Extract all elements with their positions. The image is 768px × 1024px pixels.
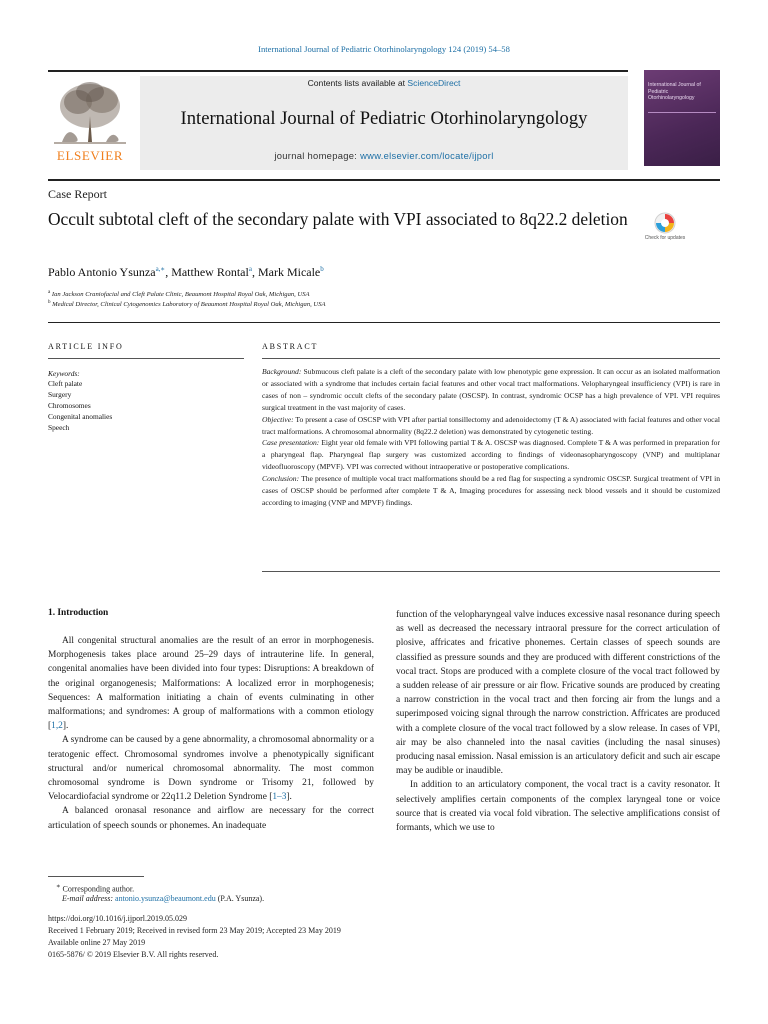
journal-title: International Journal of Pediatric Otorhinolaryngology (180, 108, 588, 129)
citation-ref-link[interactable]: 1,2 (51, 721, 63, 732)
keywords-label: Keywords: (48, 369, 80, 378)
abstract-paragraph (262, 473, 720, 509)
homepage-link[interactable]: www.elsevier.com/locate/ijporl (360, 150, 494, 161)
author-separator: , (165, 265, 172, 279)
citation-ref-link[interactable]: 1–3 (272, 792, 287, 803)
body-text: ]. (286, 792, 292, 803)
article-type: Case Report (48, 187, 107, 201)
corresponding-text: Corresponding author. (60, 884, 135, 894)
corresponding-mark: ∗ (56, 883, 61, 890)
keyword: Chromosomes (48, 401, 91, 410)
email-label: E-mail address: (62, 894, 114, 903)
check-for-updates-icon[interactable] (646, 210, 684, 248)
author-name[interactable]: Mark Micale (257, 265, 321, 279)
author-separator: , (251, 265, 258, 279)
author-name[interactable]: Pablo Antonio Ysunza (48, 265, 156, 279)
email-suffix: (P.A. Ysunza). (215, 894, 265, 903)
body-paragraph: function of the velopharyngeal valve induces excessive nasal resonance during speech as well as decreased the necessary intraoral pressure for the correct articulation of plosive, affricates and fricative phonemes. Certain classes of speech sounds are classified as pressure sounds and they are produced with different constrictions of the vocal tract. Stops are produced with a complete closure of the vocal tract followed by a sudden release of air pressure or air flow. Fricative sounds are produced by creating a narrow constriction in the vocal tract and then forcing air from the lungs and a superimposed voicing signal through the narrow constriction. Affricates are produced with a complete closure of the vocal tract followed by a slow release. In cases of VPI, air may be also channeled into the nasal cavities (including the nasal sinuses) producing nasal emission. Nasal emission is an articulatory deficit and such air escape may be audible or inaudible. (396, 610, 720, 777)
affiliation-mark: a (48, 290, 51, 295)
homepage-prefix: journal homepage: (274, 150, 361, 161)
available-online: Available online 27 May 2019 (48, 938, 146, 947)
affiliation (48, 290, 310, 298)
keyword: Congenital anomalies (48, 412, 113, 421)
author-affil-mark[interactable]: a (248, 265, 252, 273)
journal-homepage-line (140, 150, 628, 161)
email-link[interactable]: antonio.ysunza@beaumont.edu (115, 894, 216, 903)
abstract-rule (262, 358, 720, 359)
abstract-heading: ABSTRACT (262, 342, 319, 351)
abstract-paragraph (262, 366, 720, 414)
keyword: Speech (48, 423, 70, 432)
article-info-rule (48, 358, 244, 359)
affiliation-mark: b (48, 300, 51, 305)
abstract-text: Submucous cleft palate is a cleft of the secondary palate with low phenotypic gene expression. It can occur as an isolated malformation or associated with a syndrome that includes certain facial features and other vocal tract malformations. Velopharyngeal insufficiency (VPI) is rare in cases of non – syndromic occult clefts of the secondary palate (OSCSP). In contrast, syndromic OCSP has a high prevalence of VPI. VPI requires surgical treatment in the vast majority of cases. (262, 367, 720, 412)
abstract-label: Case presentation: (262, 438, 320, 448)
header-bottom-rule (48, 179, 720, 181)
cover-divider (648, 112, 716, 113)
contents-available-line (140, 78, 628, 88)
abstract-bottom-rule (262, 571, 720, 572)
email-note (62, 893, 264, 905)
abstract-text: Eight year old female with VPI following partial T & A. OSCSP was diagnosed. Complete T & A was performed in preparation for a pharyngeal flap. Pharyngeal flap surgery was customized according to findings of videonasopharyngoscopy (VNP) and multiplanar videofluoroscopy (MPVF). VPI was corrected without intraoperative or postoperative complications. (262, 438, 720, 472)
body-paragraph: A balanced oronasal resonance and airflow are necessary for the correct articulation of speech sounds or phonemes. An inadequate (48, 806, 374, 831)
author-affil-mark[interactable]: b (320, 265, 324, 273)
body-column-right (396, 608, 720, 835)
body-column-left (48, 634, 374, 833)
body-paragraph (48, 733, 374, 804)
received-dates: Received 1 February 2019; Received in revised form 23 May 2019; Accepted 23 May 2019 (48, 926, 341, 935)
affiliation-text: Medical Director, Clinical Cytogenomics Laboratory of Beaumont Hospital Royal Oak, Michigan, USA (52, 301, 326, 309)
affiliation-text: Ian Jackson Craniofacial and Cleft Palate Clinic, Beaumont Hospital Royal Oak, Michigan, USA (51, 291, 310, 299)
abstract-label: Background: (262, 367, 302, 376)
author-list (48, 265, 324, 280)
body-paragraph: In addition to an articulatory component, the vocal tract is a cavity resonator. It selectively amplifies certain components of the complex laryngeal tone or voice source that is created via vocal fold vibration. The selective amplifications consist of formants, which we use to (396, 780, 720, 834)
abstract-body (262, 366, 720, 509)
keyword: Surgery (48, 390, 72, 399)
abstract-paragraph (262, 414, 720, 438)
sciencedirect-link[interactable]: ScienceDirect (407, 78, 461, 88)
affiliation (48, 300, 326, 308)
body-text: All congenital structural anomalies are the result of an error in morphogenesis. Morphogenesis takes place around 25–29 days of intrauterine life. In general, congenital anomalies have been divided into four types: Disruptions: A breakdown of the original organogenesis; Malformations: A localized error in morphogenesis; Sequences: A malformation initiating a chain of events culminating in other malformations; and syndromes: A group of malformations with a common etiology [ (48, 636, 374, 732)
abstract-label: Conclusion: (262, 474, 300, 484)
body-text: ]. (62, 721, 69, 732)
footnote-rule (48, 876, 144, 877)
abstract-text: The presence of multiple vocal tract malformations should be a red flag for suspecting a syndromic OSCSP. Surgical treatment of VPI in cases of OSCSP should be performed after complete T & A, Imaging procedures for assessing neck blood vessels and it should be customized according to imaging (VNP and MPVF) findings. (262, 474, 720, 507)
cover-title: International Journal of Pediatric Otorhinolaryngology (648, 82, 701, 101)
abstract-label: Objective: (262, 414, 294, 424)
info-top-rule (48, 322, 720, 323)
body-text: A syndrome can be caused by a gene abnormality, a chromosomal abnormality or a teratogenic effect. Chromosomal syndromes involve a phenotypically significant structural and/or numerical chromosomal abnormality. The most common chromosomal syndrome is Down syndrome or Trisomy 21, followed by Velocardiofacial syndrome or 22q11.2 Deletion Syndrome [ (48, 735, 374, 803)
copyright: 0165-5876/ © 2019 Elsevier B.V. All rights reserved. (48, 950, 219, 959)
header-top-rule (48, 70, 628, 72)
keyword: Cleft palate (48, 379, 83, 388)
check-for-updates-label: Check for updates (644, 235, 686, 241)
author-affil-mark[interactable]: a,∗ (155, 265, 166, 273)
article-info-heading: ARTICLE INFO (48, 342, 124, 351)
abstract-text: To present a case of OSCSP with VPI after partial tonsillectomy and adenoidectomy (T & A) associated with facial features and other vocal tract malformations. A chromosomal abnormality (8q22.2 deletion) was demonstrated by cytogenetic testing. (262, 414, 720, 436)
section-title: 1. Introduction (48, 608, 109, 618)
doi-link[interactable]: https://doi.org/10.1016/j.ijporl.2019.05.029 (48, 914, 187, 923)
elsevier-wordmark: ELSEVIER (56, 148, 124, 163)
body-paragraph (48, 634, 374, 733)
contents-prefix: Contents lists available at (307, 78, 408, 88)
abstract-paragraph (262, 437, 720, 473)
author-name[interactable]: Matthew Rontal (171, 265, 249, 279)
journal-citation-link[interactable]: International Journal of Pediatric Otorhinolaryngology 124 (2019) 54–58 (258, 44, 510, 54)
article-title: Occult subtotal cleft of the secondary palate with VPI associated to 8q22.2 deletion (48, 209, 628, 229)
